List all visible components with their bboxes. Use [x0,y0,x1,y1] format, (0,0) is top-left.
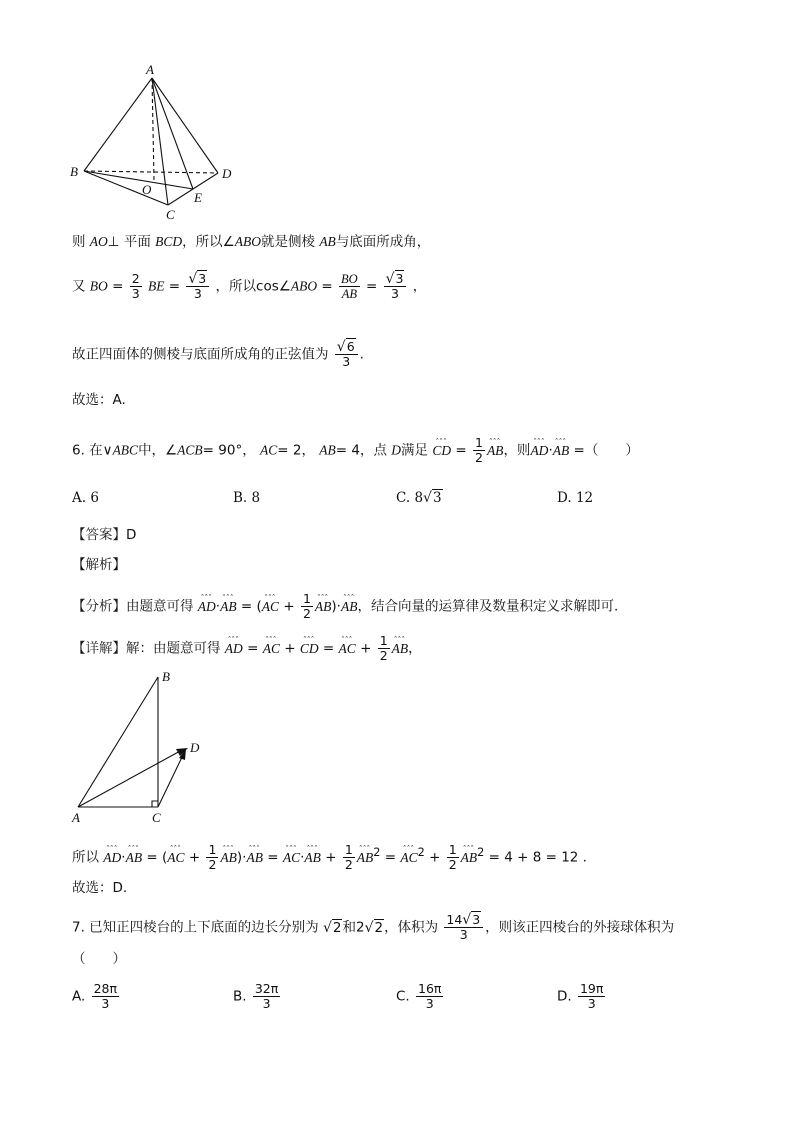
vertex-a-label: A [146,62,154,77]
triangle-label-a: A [72,810,80,825]
q7-option-b[interactable]: B. $\frac{32\pi}{3}$ [233,981,279,1011]
q6-answer: 【答案】D [72,527,137,543]
point-e-label: E [194,190,202,205]
vertex-d-label: D [222,166,232,181]
q6-stem: 6. 在∨ABC中，∠ACB= 90°， AC= 2， AB= 4，点 D满足 ꞈꞈꞈ CD = $\frac{1}{2}$ ꞈꞈꞈ AB，则 ꞈꞈꞈ AD· ꞈꞈꞈ AB =（ ） [72,430,639,465]
q7-option-c[interactable]: C. $\frac{16\pi}{3}$ [396,981,442,1011]
q6-xiangjie: 【详解】解：由题意可得 ꞈꞈꞈ AD = ꞈꞈꞈ AC + ꞈꞈꞈ CD = ꞈꞈꞈ AC + $\frac{1}{2}$ ꞈꞈꞈ AB， [72,628,422,663]
q6-option-c[interactable]: C. 8√3 [396,490,442,506]
triangle-vector-figure [66,668,216,830]
sol5-line1: 则 AO⊥ 平面 BCD，所以∠ABO就是侧棱 AB与底面所成角， [72,234,431,250]
tetrahedron-figure [66,58,246,228]
vertex-b-label: B [70,164,78,179]
q6-option-b[interactable]: B. 8 [233,490,261,506]
vertex-c-label: C [166,207,175,222]
q6-choose: 故选：D. [72,880,128,896]
sol5-line3: 故正四面体的侧棱与底面所成角的正弦值为 $\frac{√6}{3}$ . [72,339,364,369]
q7-option-a[interactable]: A. $\frac{28\pi}{3}$ [72,981,118,1011]
q7-stem: 7. 已知正四棱台的上下底面的边长分别为 √2和2√2，体积为 $\frac{14√3}{3}$ ，则该正四棱台的外接球体积为 [72,912,675,942]
q6-analysis-tag: 【解析】 [72,557,126,573]
sol5-line2: 又 BO = $\frac{2}{3}$ BE = $\frac{√3}{3}$ ，所以cos∠ABO = $\frac{BO}{AB}$ = $\frac{√3}{3}$ ， [72,271,427,301]
triangle-label-b: B [162,669,170,684]
q7-bracket: （ ） [72,951,126,967]
q6-option-d[interactable]: D. 12 [557,490,594,506]
point-o-label: O [142,182,152,197]
triangle-label-d: D [190,740,200,755]
q6-option-a[interactable]: A. 6 [72,490,99,506]
q6-fenxi: 【分析】由题意可得 ꞈꞈꞈ AD· ꞈꞈꞈ AB = ( ꞈꞈꞈ AC + $\frac{1}{2}$ ꞈꞈꞈ AB)· ꞈꞈꞈ AB，结合向量的运算律及数量积定义求解即可. [72,586,619,621]
sol5-choose: 故选：A. [72,392,126,408]
q6-final: 所以 ꞈꞈꞈ AD· ꞈꞈꞈ AB = ( ꞈꞈꞈ AC + $\frac{1}{2}$ ꞈꞈꞈ AB)· ꞈꞈꞈ AB = ꞈꞈꞈ AC· ꞈꞈꞈ AB + $\frac{1}{2}$ ꞈꞈꞈ $AB^2$ = ꞈꞈꞈ $AC^2$ + $\frac{1}{2}$ ꞈꞈꞈ $AB^2 = 4 + 8 = 12$ . [72,837,587,872]
q7-option-d[interactable]: D. $\frac{19\pi}{3}$ [557,981,604,1011]
triangle-label-c: C [152,810,161,825]
